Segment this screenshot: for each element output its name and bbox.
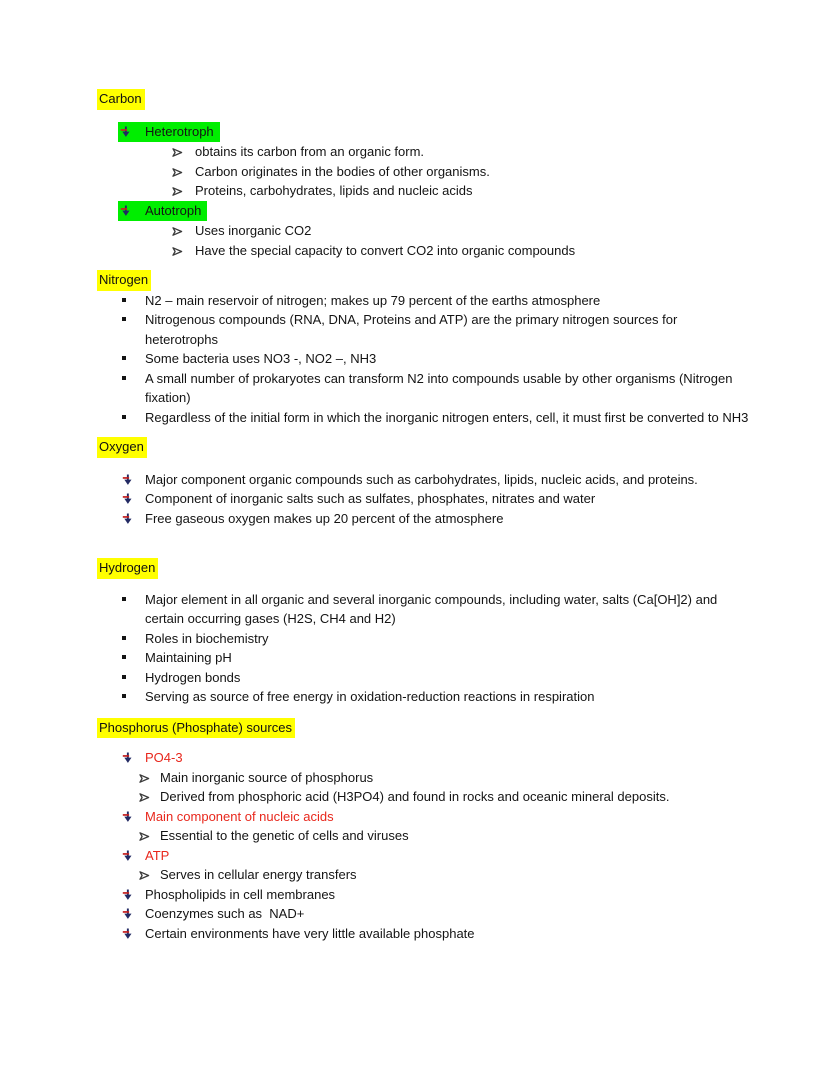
bullet-item [97,924,753,944]
sub-bullet-text: Uses inorganic CO2 [195,223,312,238]
down-arrow-bullet-icon [122,885,145,901]
sub-bullet-text: Derived from phosphoric acid (H3PO4) and found in rocks and oceanic mineral deposits. [160,789,670,804]
sub-bullet-item [97,787,753,807]
bullet-item [97,489,753,509]
sub-bullet-item [97,768,753,788]
square-bullet-icon [122,369,145,380]
sub-bullet-item [97,826,753,846]
section-phosphorus [97,718,753,739]
bullet-item-heterotroph [97,122,753,143]
down-arrow-bullet-icon [122,924,145,940]
arrowhead-bullet-icon [172,142,195,158]
bullet-item-autotroph [97,201,753,222]
bullet-text: Maintaining pH [145,650,232,665]
square-bullet-icon [122,629,145,640]
section-heading-phosphorus: Phosphorus (Phosphate) sources [97,718,295,739]
bullet-item [97,590,753,629]
bullet-text: Hydrogen bonds [145,669,241,685]
down-arrow-bullet-icon [122,470,145,486]
section-heading-oxygen: Oxygen [97,437,147,458]
sub-bullet-text: Essential to the genetic of cells and viruses [160,828,409,843]
square-bullet-icon [122,648,145,659]
bullet-text: PO4-3 [145,750,183,765]
down-arrow-bullet-icon [120,201,145,217]
bullet-text: ATP [145,847,170,863]
sub-bullet-text: Have the special capacity to convert CO2 into organic compounds [195,242,576,258]
arrowhead-bullet-icon [172,241,195,257]
section-nitrogen [97,270,753,291]
bullet-text: Free gaseous oxygen makes up 20 percent of the atmosphere [145,510,504,526]
square-bullet-icon [122,590,145,601]
square-bullet-icon [122,310,145,321]
bullet-item [97,648,753,668]
bullet-item [97,904,753,924]
section-heading-hydrogen: Hydrogen [97,558,158,579]
bullet-text: N2 – main reservoir of nitrogen; makes up 79 percent of the earths atmosphere [145,292,601,308]
bullet-item [97,509,753,529]
section-heading-nitrogen: Nitrogen [97,270,151,291]
square-bullet-icon [122,408,145,419]
bullet-item [97,291,753,311]
bullet-text: Component of inorganic salts such as sulfates, phosphates, nitrates and water [145,491,596,506]
down-arrow-bullet-icon [122,748,145,764]
bullet-text: A small number of prokaryotes can transform N2 into compounds usable by other organisms (Nitrogen fixation) [145,370,737,405]
sub-bullet-item [97,865,753,885]
bullet-text: Autotroph [145,202,202,218]
bullet-text: Nitrogenous compounds (RNA, DNA, Proteins and ATP) are the primary nitrogen sources for heterotrophs [145,312,681,347]
arrowhead-bullet-icon [139,826,160,842]
square-bullet-icon [122,291,145,302]
sub-bullet-item [97,241,753,261]
bullet-item [97,668,753,688]
sub-bullet-item [97,181,753,201]
bullet-item [97,408,753,428]
bullet-item [97,687,753,707]
section-carbon [97,89,753,110]
bullet-item-nucleic-acids [97,807,753,827]
down-arrow-bullet-icon [122,489,145,505]
bullet-item [97,629,753,649]
green-highlight [118,201,207,222]
bullet-text: Phospholipids in cell membranes [145,886,336,902]
square-bullet-icon [122,687,145,698]
bullet-text: Main component of nucleic acids [145,808,334,824]
arrowhead-bullet-icon [172,181,195,197]
bullet-text: Roles in biochemistry [145,630,269,646]
bullet-text: Major element in all organic and several inorganic compounds, including water, salts (Ca[OH]2) and certain occurring gases (H2S, CH4 and H2) [145,591,721,626]
arrowhead-bullet-icon [172,221,195,237]
bullet-text: Serving as source of free energy in oxidation-reduction reactions in respiration [145,689,595,704]
sub-bullet-item [97,162,753,182]
square-bullet-icon [122,349,145,360]
square-bullet-icon [122,668,145,679]
bullet-text: Certain environments have very little available phosphate [145,925,475,941]
section-heading-carbon: Carbon [97,89,145,110]
bullet-item-atp [97,846,753,866]
sub-bullet-text: Main inorganic source of phosphorus [160,769,374,785]
sub-bullet-item [97,142,753,162]
green-highlight [118,122,220,143]
sub-bullet-text: Carbon originates in the bodies of other organisms. [195,163,490,179]
bullet-text: Major component organic compounds such as carbohydrates, lipids, nucleic acids, and proteins. [145,471,698,487]
bullet-text: Coenzymes such as NAD+ [145,906,305,921]
bullet-text: Some bacteria uses NO3 -, NO2 –, NH3 [145,351,377,366]
sub-bullet-text: obtains its carbon from an organic form. [195,144,425,159]
arrowhead-bullet-icon [172,162,195,178]
bullet-item [97,349,753,369]
bullet-item [97,885,753,905]
sub-bullet-text: Serves in cellular energy transfers [160,867,357,882]
down-arrow-bullet-icon [122,509,145,525]
down-arrow-bullet-icon [120,122,145,138]
bullet-text: Heterotroph [145,123,214,139]
bullet-item-po4 [97,748,753,768]
section-hydrogen [97,558,753,579]
down-arrow-bullet-icon [122,846,145,862]
arrowhead-bullet-icon [139,768,160,784]
down-arrow-bullet-icon [122,807,145,823]
bullet-item [97,310,753,349]
arrowhead-bullet-icon [139,787,160,803]
sub-bullet-item [97,221,753,241]
bullet-text: Regardless of the initial form in which the inorganic nitrogen enters, cell, it must first be converted to NH3 [145,409,749,425]
bullet-item [97,369,753,408]
sub-bullet-text: Proteins, carbohydrates, lipids and nucleic acids [195,183,473,198]
section-oxygen [97,437,753,458]
arrowhead-bullet-icon [139,865,160,881]
bullet-item [97,470,753,490]
down-arrow-bullet-icon [122,904,145,920]
